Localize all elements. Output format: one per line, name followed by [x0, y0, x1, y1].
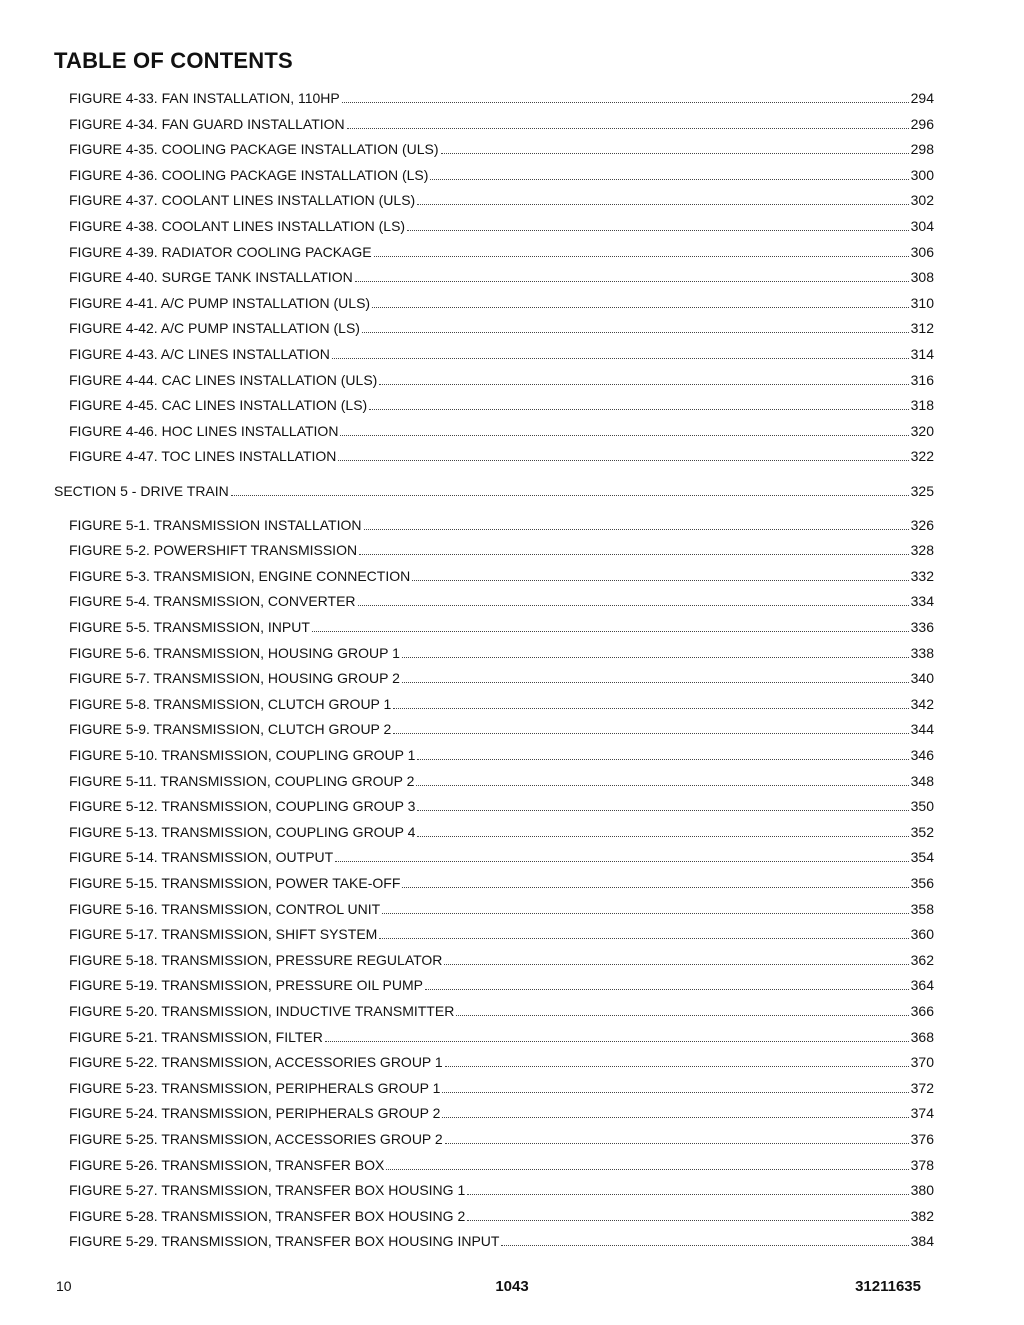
toc-entry-label: FIGURE 4-40. SURGE TANK INSTALLATION: [69, 269, 353, 286]
toc-entry-label: FIGURE 5-20. TRANSMISSION, INDUCTIVE TRANSMITTER: [69, 1003, 455, 1019]
toc-entry-label: FIGURE 5-17. TRANSMISSION, SHIFT SYSTEM: [69, 926, 378, 943]
dot-leader: [379, 383, 908, 385]
toc-entry-label: FIGURE 4-33. FAN INSTALLATION, 110HP: [69, 90, 340, 106]
toc-entry-page: 368: [910, 1028, 934, 1045]
toc-entry[interactable]: [69, 1154, 934, 1174]
toc-entry-label: FIGURE 4-46. HOC LINES INSTALLATION: [69, 422, 339, 439]
toc-entry-label: FIGURE 4-41. A/C PUMP INSTALLATION (ULS): [69, 294, 371, 311]
footer-document-number: 31211635: [855, 1278, 921, 1295]
toc-entry-page: 316: [910, 371, 934, 388]
toc-entry[interactable]: [69, 1077, 934, 1097]
dot-leader: [312, 630, 909, 632]
toc-entry-label: FIGURE 5-23. TRANSMISSION, PERIPHERALS GROUP 1: [69, 1079, 441, 1096]
toc-entry[interactable]: [69, 87, 934, 107]
toc-entry[interactable]: [69, 514, 934, 534]
toc-entry-page: 326: [910, 516, 934, 533]
dot-leader: [372, 306, 909, 308]
dot-leader: [332, 357, 909, 359]
toc-entry-page: 294: [910, 90, 934, 106]
toc-entry-label: FIGURE 4-37. COOLANT LINES INSTALLATION (ULS): [69, 192, 416, 209]
dot-leader: [467, 1193, 908, 1195]
toc-entry-label: FIGURE 5-13. TRANSMISSION, COUPLING GROUP 4: [69, 823, 416, 840]
dot-leader: [445, 1142, 909, 1144]
toc-entry-label: FIGURE 5-21. TRANSMISSION, FILTER: [69, 1028, 323, 1045]
toc-entry[interactable]: [69, 667, 934, 687]
toc-entry-label: FIGURE 4-42. A/C PUMP INSTALLATION (LS): [69, 320, 360, 337]
toc-entry[interactable]: [69, 898, 934, 918]
toc-entry[interactable]: [69, 1128, 934, 1148]
dot-leader: [430, 178, 908, 180]
toc-entry[interactable]: [69, 241, 934, 261]
toc-entry-page: 384: [910, 1233, 934, 1250]
dot-leader: [355, 280, 909, 282]
toc-entry[interactable]: [69, 590, 934, 610]
toc-entry-page: 362: [910, 951, 934, 968]
toc-entry-label: FIGURE 4-44. CAC LINES INSTALLATION (ULS): [69, 371, 378, 388]
toc-entry-page: 300: [910, 166, 934, 183]
toc-entry-page: 328: [910, 542, 934, 559]
toc-entry[interactable]: [69, 974, 934, 994]
dot-leader: [442, 1091, 908, 1093]
toc-entry[interactable]: [69, 1026, 934, 1046]
dot-leader: [369, 408, 908, 410]
toc-entry-label: SECTION 5 - DRIVE TRAIN: [54, 483, 229, 499]
toc-entry[interactable]: [69, 1230, 934, 1250]
toc-entry[interactable]: [69, 394, 934, 414]
toc-entry[interactable]: [69, 266, 934, 286]
toc-entry[interactable]: [69, 164, 934, 184]
toc-entry-label: FIGURE 4-43. A/C LINES INSTALLATION: [69, 346, 330, 362]
toc-entry-page: 336: [910, 619, 934, 635]
toc-entry-page: 350: [910, 798, 934, 815]
toc-entry-page: 308: [910, 269, 934, 286]
toc-entry[interactable]: [69, 846, 934, 866]
dot-leader: [444, 963, 908, 965]
toc-entry-label: FIGURE 5-22. TRANSMISSION, ACCESSORIES GROUP 1: [69, 1054, 443, 1071]
toc-entry[interactable]: [69, 539, 934, 559]
dot-leader: [445, 1065, 909, 1067]
dot-leader: [393, 732, 908, 734]
toc-entry-page: 340: [910, 670, 934, 687]
toc-entry-label: FIGURE 5-18. TRANSMISSION, PRESSURE REGULATOR: [69, 951, 443, 968]
toc-entry-page: 352: [910, 823, 934, 840]
toc-entry-label: FIGURE 5-27. TRANSMISSION, TRANSFER BOX HOUSING 1: [69, 1182, 466, 1199]
toc-entry-label: FIGURE 4-38. COOLANT LINES INSTALLATION (LS): [69, 218, 406, 234]
dot-leader: [417, 809, 908, 811]
toc-entry-label: FIGURE 5-2. POWERSHIFT TRANSMISSION: [69, 542, 358, 559]
toc-entry[interactable]: [69, 343, 934, 363]
toc-entry-page: 354: [910, 849, 934, 866]
dot-leader: [325, 1040, 909, 1042]
toc-entry-label: FIGURE 4-45. CAC LINES INSTALLATION (LS): [69, 397, 368, 414]
dot-leader: [379, 937, 908, 939]
toc-entry[interactable]: [69, 215, 934, 235]
toc-entry-page: 322: [910, 448, 934, 465]
dot-leader: [359, 553, 909, 555]
toc-entry-page: 318: [910, 397, 934, 414]
toc-entry-page: 320: [910, 422, 934, 439]
dot-leader: [347, 127, 909, 129]
toc-entry[interactable]: [69, 565, 934, 585]
dot-leader: [231, 494, 909, 496]
dot-leader: [358, 604, 909, 606]
dot-leader: [417, 203, 908, 205]
toc-entry[interactable]: [69, 616, 934, 636]
toc-entry-page: 304: [910, 218, 934, 234]
toc-entry-label: FIGURE 5-14. TRANSMISSION, OUTPUT: [69, 849, 334, 866]
toc-entry-label: FIGURE 4-35. COOLING PACKAGE INSTALLATION (ULS): [69, 141, 439, 158]
toc-entry-label: FIGURE 5-16. TRANSMISSION, CONTROL UNIT: [69, 900, 381, 917]
toc-entry-label: FIGURE 5-9. TRANSMISSION, CLUTCH GROUP 2: [69, 721, 392, 738]
toc-entry[interactable]: [69, 1179, 934, 1199]
dot-leader: [425, 988, 909, 990]
toc-entry[interactable]: [69, 872, 934, 892]
toc-entry-label: FIGURE 5-4. TRANSMISSION, CONVERTER: [69, 593, 356, 610]
footer-sheet-number: 1043: [495, 1278, 529, 1295]
toc-entry-page: 342: [910, 695, 934, 712]
toc-entry-page: 346: [910, 747, 934, 763]
dot-leader: [393, 707, 908, 709]
toc-entry[interactable]: [69, 923, 934, 943]
toc-entry-page: 366: [910, 1003, 934, 1019]
dot-leader: [441, 152, 909, 154]
toc-entry-label: FIGURE 5-12. TRANSMISSION, COUPLING GROUP 3: [69, 798, 416, 815]
toc-entry-page: 356: [910, 875, 934, 891]
toc-entry-page: 364: [910, 977, 934, 994]
dot-leader: [412, 579, 908, 581]
dot-leader: [364, 528, 909, 530]
toc-entry-page: 338: [910, 644, 934, 661]
toc-entry-label: FIGURE 4-47. TOC LINES INSTALLATION: [69, 448, 337, 465]
dot-leader: [402, 656, 909, 658]
toc-entry-page: 376: [910, 1131, 934, 1147]
toc-entry-label: FIGURE 5-10. TRANSMISSION, COUPLING GROUP 1: [69, 747, 416, 763]
dot-leader: [382, 912, 908, 914]
dot-leader: [340, 434, 908, 436]
dot-leader: [467, 1219, 908, 1221]
toc-entry-page: 332: [910, 567, 934, 584]
toc-entry[interactable]: [69, 770, 934, 790]
dot-leader: [407, 229, 909, 231]
toc-entry-label: FIGURE 5-8. TRANSMISSION, CLUTCH GROUP 1: [69, 695, 392, 712]
toc-entry-page: 314: [910, 346, 934, 362]
toc-entry-label: FIGURE 5-1. TRANSMISSION INSTALLATION: [69, 516, 362, 533]
toc-entry-page: 382: [910, 1207, 934, 1224]
toc-entry[interactable]: [69, 113, 934, 133]
footer-page-number: 10: [56, 1278, 72, 1294]
toc-entry-page: 296: [910, 115, 934, 132]
dot-leader: [456, 1014, 908, 1016]
toc-entry-page: 348: [910, 772, 934, 789]
toc-entry-label: FIGURE 5-3. TRANSMISION, ENGINE CONNECTION: [69, 567, 411, 584]
dot-leader: [362, 331, 909, 333]
toc-entry-page: 325: [910, 483, 934, 499]
toc-entry-label: FIGURE 5-25. TRANSMISSION, ACCESSORIES GROUP 2: [69, 1131, 443, 1147]
toc-entry-page: 360: [910, 926, 934, 943]
toc-entry-label: FIGURE 5-26. TRANSMISSION, TRANSFER BOX: [69, 1156, 385, 1173]
dot-leader: [501, 1244, 908, 1246]
toc-entry-label: FIGURE 4-39. RADIATOR COOLING PACKAGE: [69, 243, 372, 260]
toc-entry-page: 312: [910, 320, 934, 337]
toc-entry[interactable]: [69, 1000, 934, 1020]
toc-entry[interactable]: [69, 189, 934, 209]
dot-leader: [417, 835, 908, 837]
toc-entry-label: FIGURE 5-6. TRANSMISSION, HOUSING GROUP 1: [69, 644, 400, 661]
dot-leader: [335, 860, 908, 862]
dot-leader: [417, 758, 908, 760]
toc-entry[interactable]: [69, 317, 934, 337]
toc-entry-label: FIGURE 5-19. TRANSMISSION, PRESSURE OIL PUMP: [69, 977, 423, 994]
toc-entry-page: 344: [910, 721, 934, 738]
toc-entry-label: FIGURE 5-29. TRANSMISSION, TRANSFER BOX HOUSING INPUT: [69, 1233, 500, 1250]
toc-entry[interactable]: [69, 744, 934, 764]
toc-entry-label: FIGURE 4-36. COOLING PACKAGE INSTALLATION (LS): [69, 166, 429, 183]
toc-entry-page: 378: [910, 1156, 934, 1173]
toc-entry[interactable]: [69, 445, 934, 465]
dot-leader: [402, 886, 908, 888]
toc-entry-page: 298: [910, 141, 934, 158]
dot-leader: [402, 681, 909, 683]
dot-leader: [342, 101, 909, 103]
toc-entry[interactable]: [69, 369, 934, 389]
toc-entry[interactable]: [69, 821, 934, 841]
toc-entry-page: 374: [910, 1105, 934, 1122]
toc-entry-page: 310: [910, 294, 934, 311]
toc-entry[interactable]: [69, 949, 934, 969]
toc-entry[interactable]: [69, 642, 934, 662]
toc-entry-page: 302: [910, 192, 934, 209]
toc-entry[interactable]: [69, 292, 934, 312]
toc-entry-page: 380: [910, 1182, 934, 1199]
toc-entry[interactable]: [69, 795, 934, 815]
toc-entry-label: FIGURE 5-28. TRANSMISSION, TRANSFER BOX HOUSING 2: [69, 1207, 466, 1224]
toc-entry-label: FIGURE 4-34. FAN GUARD INSTALLATION: [69, 115, 345, 132]
toc-entry-label: FIGURE 5-7. TRANSMISSION, HOUSING GROUP 2: [69, 670, 400, 687]
toc-entry[interactable]: [69, 1102, 934, 1122]
dot-leader: [374, 255, 909, 257]
toc-entry[interactable]: [69, 1205, 934, 1225]
toc-entry-page: 370: [910, 1054, 934, 1071]
toc-section-entry[interactable]: [54, 480, 934, 500]
toc-entry[interactable]: [69, 138, 934, 158]
dot-leader: [386, 1168, 908, 1170]
dot-leader: [338, 459, 908, 461]
toc-entry-page: 372: [910, 1079, 934, 1096]
page-title: TABLE OF CONTENTS: [54, 48, 293, 73]
toc-entry[interactable]: [69, 718, 934, 738]
dot-leader: [442, 1116, 908, 1118]
toc-entry-page: 334: [910, 593, 934, 610]
toc-entry-label: FIGURE 5-24. TRANSMISSION, PERIPHERALS GROUP 2: [69, 1105, 441, 1122]
toc-entry-label: FIGURE 5-5. TRANSMISSION, INPUT: [69, 619, 310, 635]
toc-entry[interactable]: [69, 693, 934, 713]
dot-leader: [416, 784, 908, 786]
toc-entry-label: FIGURE 5-11. TRANSMISSION, COUPLING GROUP 2: [69, 772, 415, 789]
toc-entry[interactable]: [69, 1051, 934, 1071]
toc-entry-label: FIGURE 5-15. TRANSMISSION, POWER TAKE-OFF: [69, 875, 401, 891]
toc-entry-page: 358: [910, 900, 934, 917]
toc-entry-page: 306: [910, 243, 934, 260]
toc-entry[interactable]: [69, 420, 934, 440]
